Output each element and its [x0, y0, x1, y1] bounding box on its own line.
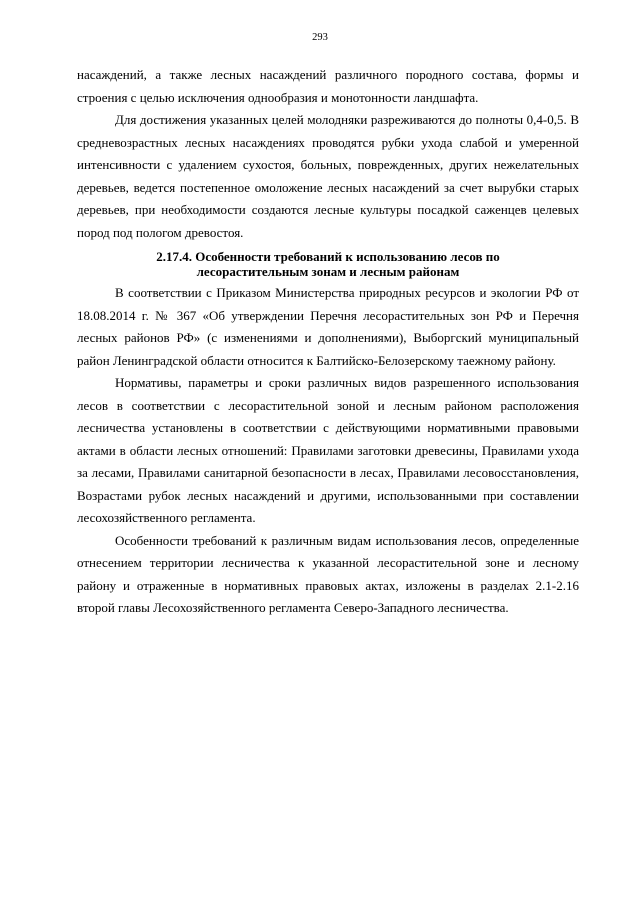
paragraph-continuation: насаждений, а также лесных насаждений различного породного состава, формы и строения с целью исключения однообразия и монотонности ландшафта.: [77, 67, 579, 105]
page-number: 293: [312, 32, 328, 43]
page-content: [77, 64, 579, 620]
paragraph-order-reference: В соответствии с Приказом Министерства природных ресурсов и экологии РФ от 18.08.2014 г. № 367 «Об утверждении Перечня лесорастительных зон РФ и Перечня лесных районов РФ» (с изменениями и дополнениями), Выборгский муниципальный район Ленинградской области относится к Балтийско-Белозерскому таежному району.: [77, 285, 579, 368]
paragraph-thinning-goals: Для достижения указанных целей молодняки разреживаются до полноты 0,4-0,5. В средневозрастных лесных насаждениях проводятся рубки ухода слабой и умеренной интенсивности с удалением сухостоя, больных, поврежденных, других нежелательных деревьев, ведется постепенное омоложение лесных насаждений за счет вырубки старых деревьев, при необходимости создаются лесные культуры посадкой саженцев целевых пород под пологом древостоя.: [77, 112, 579, 240]
section-heading-line-2: лесорастительным зонам и лесным районам: [196, 264, 460, 279]
section-heading-line-1: 2.17.4. Особенности требований к использованию лесов по: [156, 249, 500, 264]
paragraph-requirements: Особенности требований к различным видам использования лесов, определенные отнесением территории лесничества к указанной лесорастительной зоне и лесному району и отраженные в нормативных правовых актах, изложены в разделах 2.1-2.16 второй главы Лесохозяйственного регламента Северо-Западного лесничества.: [77, 532, 579, 615]
paragraph-norms: Нормативы, параметры и сроки различных видов разрешенного использования лесов в соответствии с лесорастительной зоной и лесным районом расположения лесничества установлены в соответствии с действующими нормативными правовыми актами в области лесных отношений: Правилами заготовки древесины, Правилами ухода за лесами, Правилами санитарной безопасности в лесах, Правилами лесовосстановления, Возрастами рубок лесных насаждений и другими, использованными при составлении лесохозяйственного регламента.: [77, 375, 579, 525]
section-heading: [77, 249, 579, 279]
